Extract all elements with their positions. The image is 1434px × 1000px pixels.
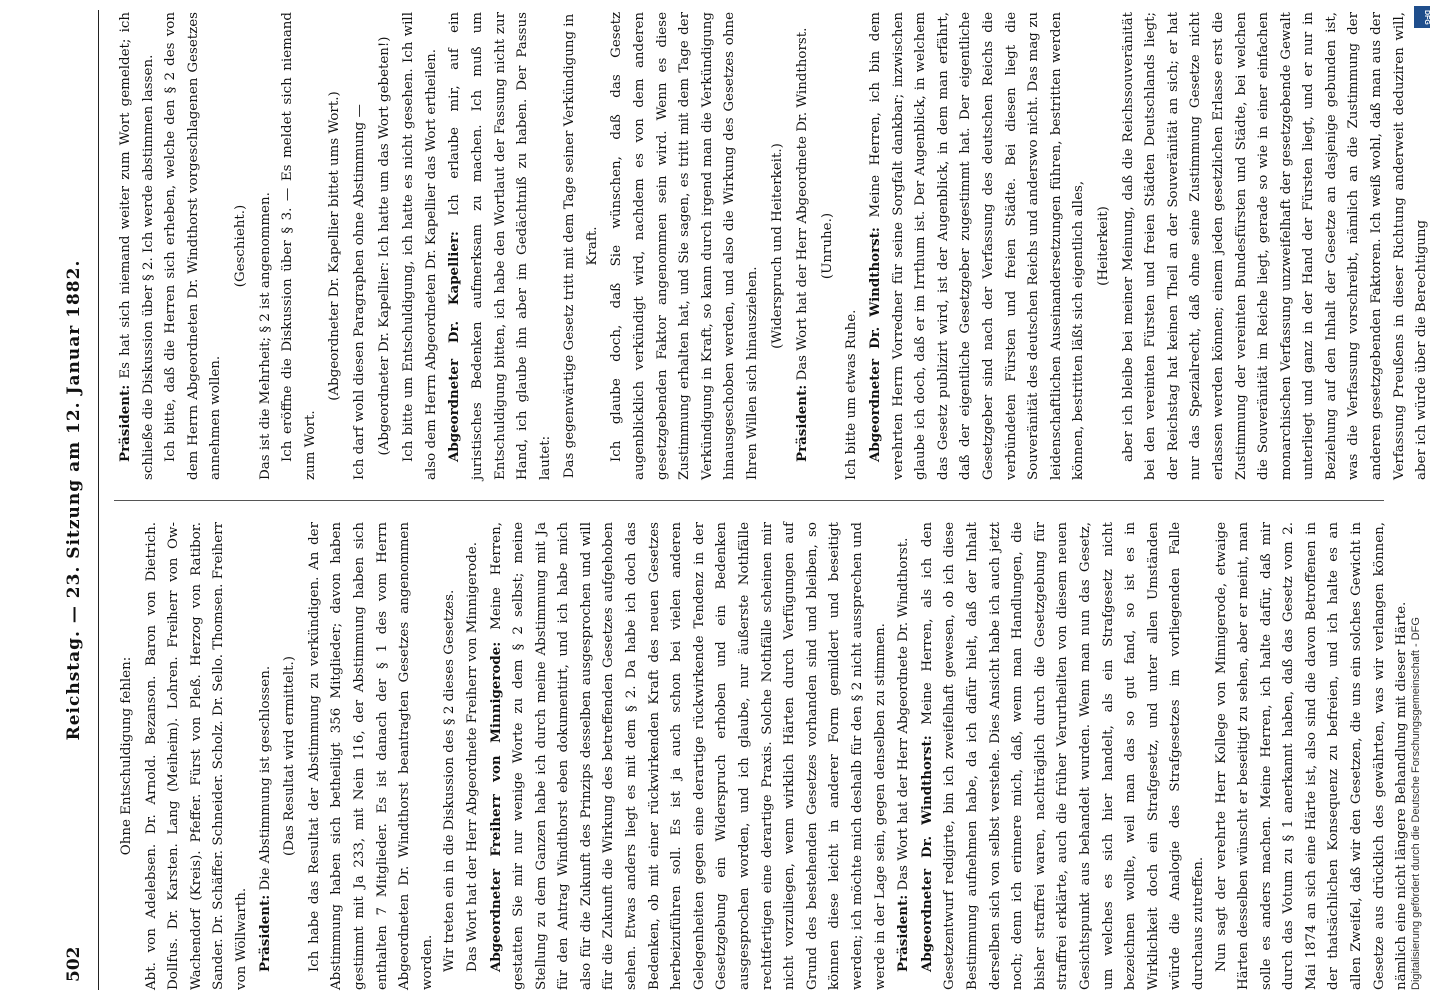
page-title: Reichstag. — 23. Sitzung am 12. Januar 1882. [64,259,84,741]
speaker-name: Präsident: [256,894,273,972]
paragraph: Nun sagt der verehrte Herr Kollege von Minnigerode, etwaige Härten desselben wünscht er beseitigt zu sehen, aber er meint, man solle es anders machen. Meine Herren, ich halte dafür, daß mir durch das Votum zu § 1 anerkannt haben, daß das Gesetz vom 2. Mai 1874 an sich eine Härte ist, also sind die davon Betroffenen in der thatsächlichen Konsequenz zu befreien, und ich halte es an allen Zweifel, daß wir den Gesetzen, die uns ein solches Gewicht in Gesetze aus drücklich des gewährten, was wir verlangen können, nämlich eine nicht längere Behandlung mit dieser Härte. [1213,522,1410,990]
speech-paragraph [114,12,160,480]
stage-direction: (Widerspruch und Heiterkeit.) [769,143,785,349]
speech-text: Das Wort hat der Herr Abgeordnete Dr. Windthorst. [896,537,912,891]
dfg-logo: DFG [1414,6,1430,28]
speech-paragraph [916,522,1211,990]
stage-direction: (Geschieht.) [232,204,248,288]
speaker-name: Abgeordneter Dr. Windthorst: [867,227,883,462]
paragraph: Das ist die Mehrheit; § 2 ist angenommen. [257,192,273,480]
paragraph: Ich glaube doch, daß Sie wünschen, daß das Gesetz augenblicklich verkündigt wird, nachdem es von dem anderen gesetzgebenden Faktor angenommen sein wird. Wenn es diese Zustimmung erhalten hat, und Sie sagen, es tritt mit dem Tage der Verkündigung in Kraft, so kann durch irgend man die Verkündigung hinausgeschoben werden, und also die Wirkung des Gesetzes ohne Ihren Willen sich hinausziehen. [609,12,761,480]
speech-text: Es hat sich niemand weiter zum Wort gemeldet; ich schließe die Diskussion über § 2. Ich werde abstimmen lassen. [118,12,156,480]
speaker-name: Präsident: [895,894,912,972]
speech-paragraph [892,522,916,990]
speech-text: Ich erlaube mir, auf ein juristisches Bedenken aufmerksam zu machen. Ich muß um Entschuldigung bitten, ich habe den Wortlaut der Fassung nicht zur Hand, ich glaube ihn aber im Gedächtniß zu haben. Der Passus lautet: [447,12,553,480]
stage-direction: (Abgeordneter Dr. Kapellier: Ich hatte um das Wort gebeten!) [376,36,392,456]
speech-paragraph [443,12,557,480]
stage-direction: (Das Resultat wird ermittelt.) [282,656,298,856]
paragraph: Das Wort hat der Herr Abgeordnete Freiherr von Minnigerode. [464,542,480,972]
speaker-name: Präsident: [117,384,133,462]
paragraph: aber ich bleibe bei meiner Meinung, daß die Reichssouveränität bei den vereinten Fürsten und freien Städten Deutschlands liegt; der Reichstag hat keinen Theil an der Souveränität an sich; er hat nur das Spezialrecht, daß ohne seine Zustimmung Gesetze nicht erlassen werden können; einem jeden gesetzlichen Erlasse erst die Zustimmung der vereinten Bundesfürsten und Städte, bei welchen die Souveränität im Reiche liegt, gerade so wie in einer einfachen monarchischen Verfassung unzweifelhaft der gesetzgebende Gewalt unterliegt und ganz in der Hand der Fürsten liegt, und er nur in Beziehung auf den Inhalt der Gesetze an dasjenige gebunden ist, was die Verfassung vorschreibt, nämlich an die Zustimmung der anderen gesetzgebenden Faktoren. Ich weiß wohl, daß man aus der Verfassung Preußens in dieser Richtung anderweit deduziren will, aber ich würde über die Berechtigung [1120,12,1430,480]
paragraph: Ich bitte, daß die Herren sich erheben, welche den § 2 des von dem Herrn Abgeordneten Dr. Windthorst vorgeschlagenen Gesetzes annehmen wollen. [163,12,224,480]
column-divider [114,500,1384,501]
speech-paragraph [485,522,893,990]
paragraph: Ich eröffne die Diskussion über § 3. — Es meldet sich niemand zum Wort. [280,12,318,480]
paragraph: Ich darf wohl diesen Paragraphen ohne Abstimmung — [351,104,367,480]
speech-text: Die Abstimmung ist geschlossen. [257,665,273,891]
paragraph: Ich habe das Resultat der Abstimmung zu verkündigen. An der Abstimmung haben sich betheiligt 356 Mitglieder; davon haben gestimmt mit Ja 233, mit Nein 116, der Abstimmung haben sich enthalten 7 Mitglieder. Es ist danach der § 1 des vom Herrn Abgeordneten Dr. Windthorst beantragten Gesetzes angenommen worden. [306,522,435,990]
page-header [58,10,92,990]
speech-paragraph [791,12,815,480]
stage-direction: Das gegenwärtige Gesetz tritt mit dem Tage seiner Verkündigung in Kraft. [562,13,600,479]
speaker-name: Präsident: [794,384,811,462]
header-rule [98,10,99,990]
stage-direction: (Heiterkeit) [1095,206,1111,286]
speaker-name: Abgeordneter Dr. Windthorst: [918,735,935,972]
paragraph: Wir treten ein in die Diskussion des § 2 dieses Gesetzes. [442,589,458,972]
stage-direction: Ohne Entschuldigung fehlen: [119,656,134,856]
speech-text: Meine Herren, als ich den Gesetzentwurf redigirte, bin ich zweifelhaft gewesen, ob ich diese Bestimmung aufnehmen habe, da ich dafür hielt, daß der Inhalt derselben sich von selbst verstehe. Dies Ansicht habe ich auch jetzt noch; denn ich erinnere mich, daß, wenn man Handlungen, die bisher straffrei waren, nachträglich durch die Gesetzgebung für straffrei erklärte, auch die früher Verurtheilten von diesem neuen Gesichtspunkt aus behandelt wurden. Wenn man nun das Gesetz, um welches es sich hier handelt, als ein Strafgesetz nicht bezeichnen wollte, weil man das so gut fand, so ist es in Wirklichkeit doch ein Strafgesetz, und unter allen Umständen würde die Analogie des Strafgesetzes im vorliegenden Falle durchaus zutreffen. [919,522,1206,990]
paragraph: Ich bitte um Entschuldigung, ich hatte es nicht gesehen. Ich will also dem Herrn Abgeordneten Dr. Kapellier das Wort ertheilen. [401,12,439,480]
speaker-name: Abgeordneter Dr. Kapellier: [446,231,463,462]
speech-text: Das Wort hat der Herr Abgeordnete Dr. Windthorst. [795,27,811,381]
speech-paragraph [864,12,1091,480]
speech-paragraph [254,522,278,990]
paragraph: Ich bitte um etwas Ruhe. [844,309,860,480]
stage-direction: (Unruhe.) [819,212,835,280]
speech-text: Meine Herren, gestatten Sie mir nur wenige Worte zu dem § 2 selbst; meine Stellung zu dem Ganzen habe ich durch meine Abstimmung mit Ja für den Antrag Windthorst eben dokumentirt, und ich habe mich also für die Zukunft des Prinzips desselben ausgesprochen und will für die Zukunft die Wirkung des betreffenden Gesetzes aufgehoben sehen. Etwas anders liegt es mit dem § 2. Da habe ich doch das Bedenken, ob mit einer rückwirkenden Kraft des neuen Gesetzes herbeizuführen soll. Es ist ja auch schon bei vielen anderen Gelegenheiten gegen eine derartige rückwirkende Tendenz in der Gesetzgebung ein Widerspruch erhoben und ein Bedenken ausgesprochen worden, und ich glaube, nur äußerste Nothfälle rechtfertigen eine derartige Praxis. Solche Nothfälle scheinen mir nicht vorzuliegen, wenn wirklich Härten durch Verfügungen auf Grund des bestehenden Gesetzes vorhanden sind und bleiben, so können diese leicht in anderer Form gemildert und beseitigt werden; ich möchte mich deshalb für den § 2 nicht aussprechen und werde in der Lage sein, gegen denselben zu stimmen. [488,522,888,990]
speech-text: Meine Herren, ich bin dem verehrten Herrn Vorredner für seine Sorgfalt dankbar; inzwischen glaube ich doch, daß er im Irrthum ist. Der Augenblick, in welchem das Gesetz publizirt wird, ist der Augenblick, in dem man erfährt, daß der eigentliche Gesetzgeber zugestimmt hat. Der eigentliche Gesetzgeber sind nach der Verfassung des deutschen Reichs die verbündeten Fürsten und freien Städte. Bei diesen liegt die Souveränität des deutschen Reichs und anderswo nicht. Das mag zu leidenschaftlichen Auseinandersetzungen führen, bestritten werden können, bestritten läßt sich eigentlich alles, [868,12,1087,480]
left-column [114,522,1410,990]
speaker-name: Abgeordneter Freiherr von Minnigerode: [487,641,504,972]
digitization-credit: Digitalisierung gefördert durch die Deutsche Forschungsgemeinschaft - DFG [1410,617,1422,990]
stage-direction: (Abgeordneter Dr. Kapellier bittet ums Wort.) [327,91,343,401]
page-number: 502 [64,946,84,982]
paragraph: Abt. von Adelebsen. Dr. Arnold. Bezanson. Baron von Dietrich. Dollfus. Dr. Karsten. Lang (Meiheim). Lohren. Freiherr von Ow-Wachendorf (Kreis). Pfeffer. Fürst von Pleß. Herzog von Ratibor. Sander. Dr. Schäffer. Schneider. Scholz. Dr. Sello. Thomsen. Freiherr von Wöllwarth. [143,522,249,990]
